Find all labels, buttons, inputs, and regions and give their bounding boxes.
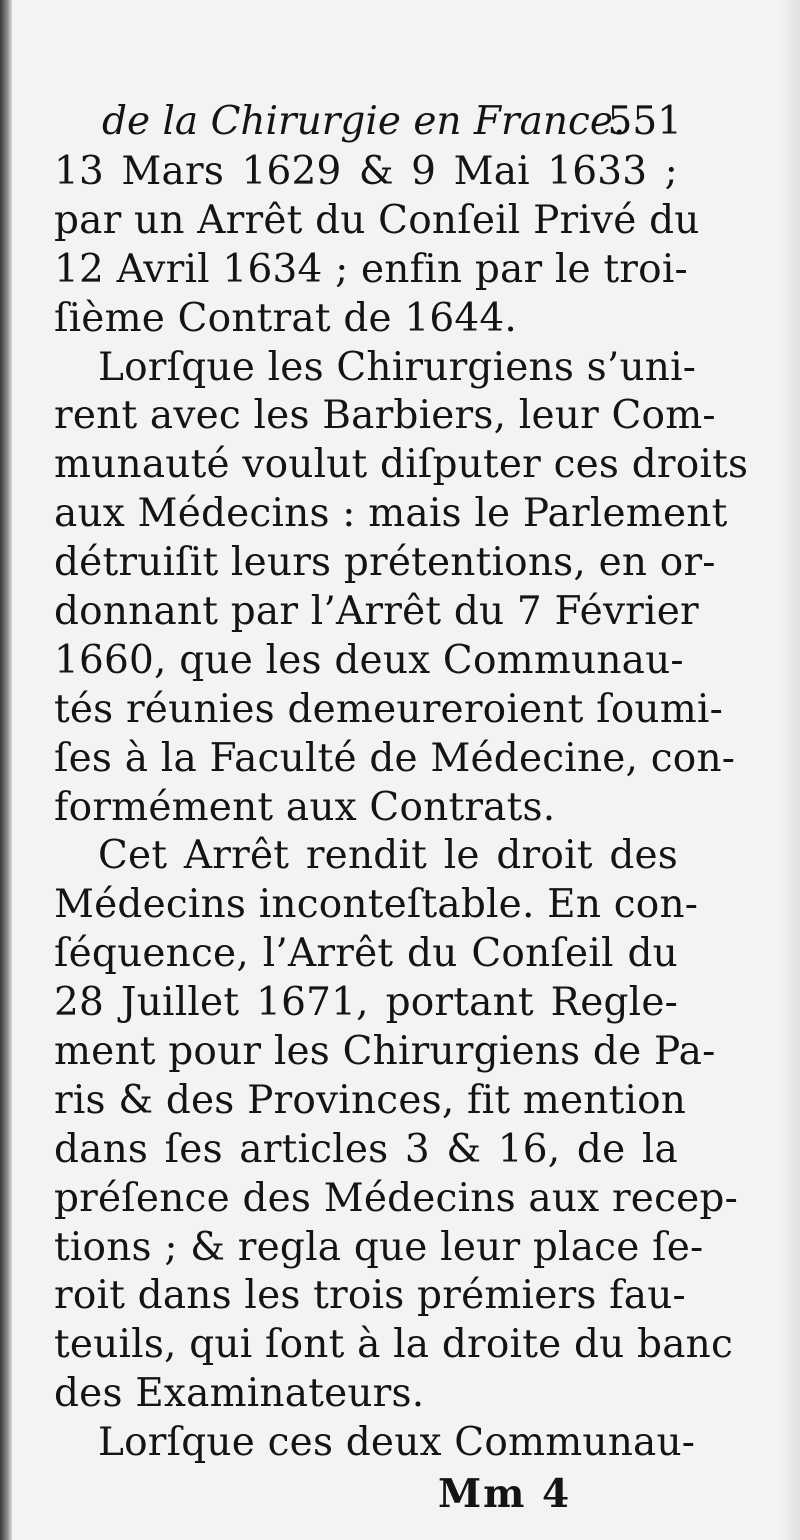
- page-text-block: [54, 96, 749, 1520]
- text-line: aux Médecins : mais le Parlement: [54, 491, 728, 537]
- paragraph-start-line: Cet Arrêt rendit le droit des: [98, 833, 678, 879]
- text-line: ſes à la Faculté de Médecine, con-: [54, 735, 736, 781]
- paragraph-start-line: Lorſque ces deux Communau-: [98, 1420, 696, 1466]
- text-line: détruiſit leurs prétentions, en or-: [54, 540, 716, 586]
- page-number: 551: [607, 99, 682, 144]
- text-line: préſence des Médecins aux recep-: [54, 1175, 738, 1221]
- text-line: ris & des Provinces, fit mention: [54, 1077, 687, 1123]
- signature-mark: Mm 4: [438, 1471, 572, 1518]
- text-line: munauté voulut diſputer ces droits: [54, 442, 749, 488]
- text-line: ſième Contrat de 1644.: [54, 295, 518, 341]
- text-line: 28 Juillet 1671, portant Regle-: [54, 980, 678, 1026]
- text-line: rent avec les Barbiers, leur Com-: [54, 393, 716, 439]
- text-line: dans ſes articles 3 & 16, de la: [54, 1126, 678, 1172]
- text-line: formément aux Contrats.: [54, 784, 556, 830]
- text-line: 1660, que les deux Communau-: [54, 637, 684, 683]
- page-edge-shadow: [780, 0, 800, 1540]
- running-title: de la Chirurgie en France.: [102, 99, 626, 144]
- paragraph-start-line: Lorſque les Chirurgiens s’uni-: [98, 344, 697, 390]
- text-line: ment pour les Chirurgiens de Pa-: [54, 1029, 716, 1075]
- text-line: donnant par l’Arrêt du 7 Février: [54, 589, 699, 635]
- text-line: roit dans les trois prémiers fau-: [54, 1273, 686, 1319]
- text-line: 12 Avril 1634 ; enfin par le troi-: [54, 246, 688, 292]
- text-line: par un Arrêt du Conſeil Privé du: [54, 197, 700, 243]
- running-head: [54, 96, 682, 148]
- text-line: ſéquence, l’Arrêt du Conſeil du: [54, 931, 678, 977]
- text-line: 13 Mars 1629 & 9 Mai 1633 ;: [54, 149, 678, 194]
- text-line: teuils, qui ſont à la droite du banc: [54, 1322, 734, 1368]
- text-line: tés réunies demeureroient ſoumi-: [54, 686, 723, 732]
- text-line: des Examinateurs.: [54, 1371, 425, 1417]
- text-line: Médecins inconteſtable. En con-: [54, 882, 699, 928]
- text-line: tions ; & regla que leur place ſe-: [54, 1224, 704, 1270]
- page-gutter-shadow: [0, 0, 12, 1540]
- signature-line: [54, 1468, 678, 1520]
